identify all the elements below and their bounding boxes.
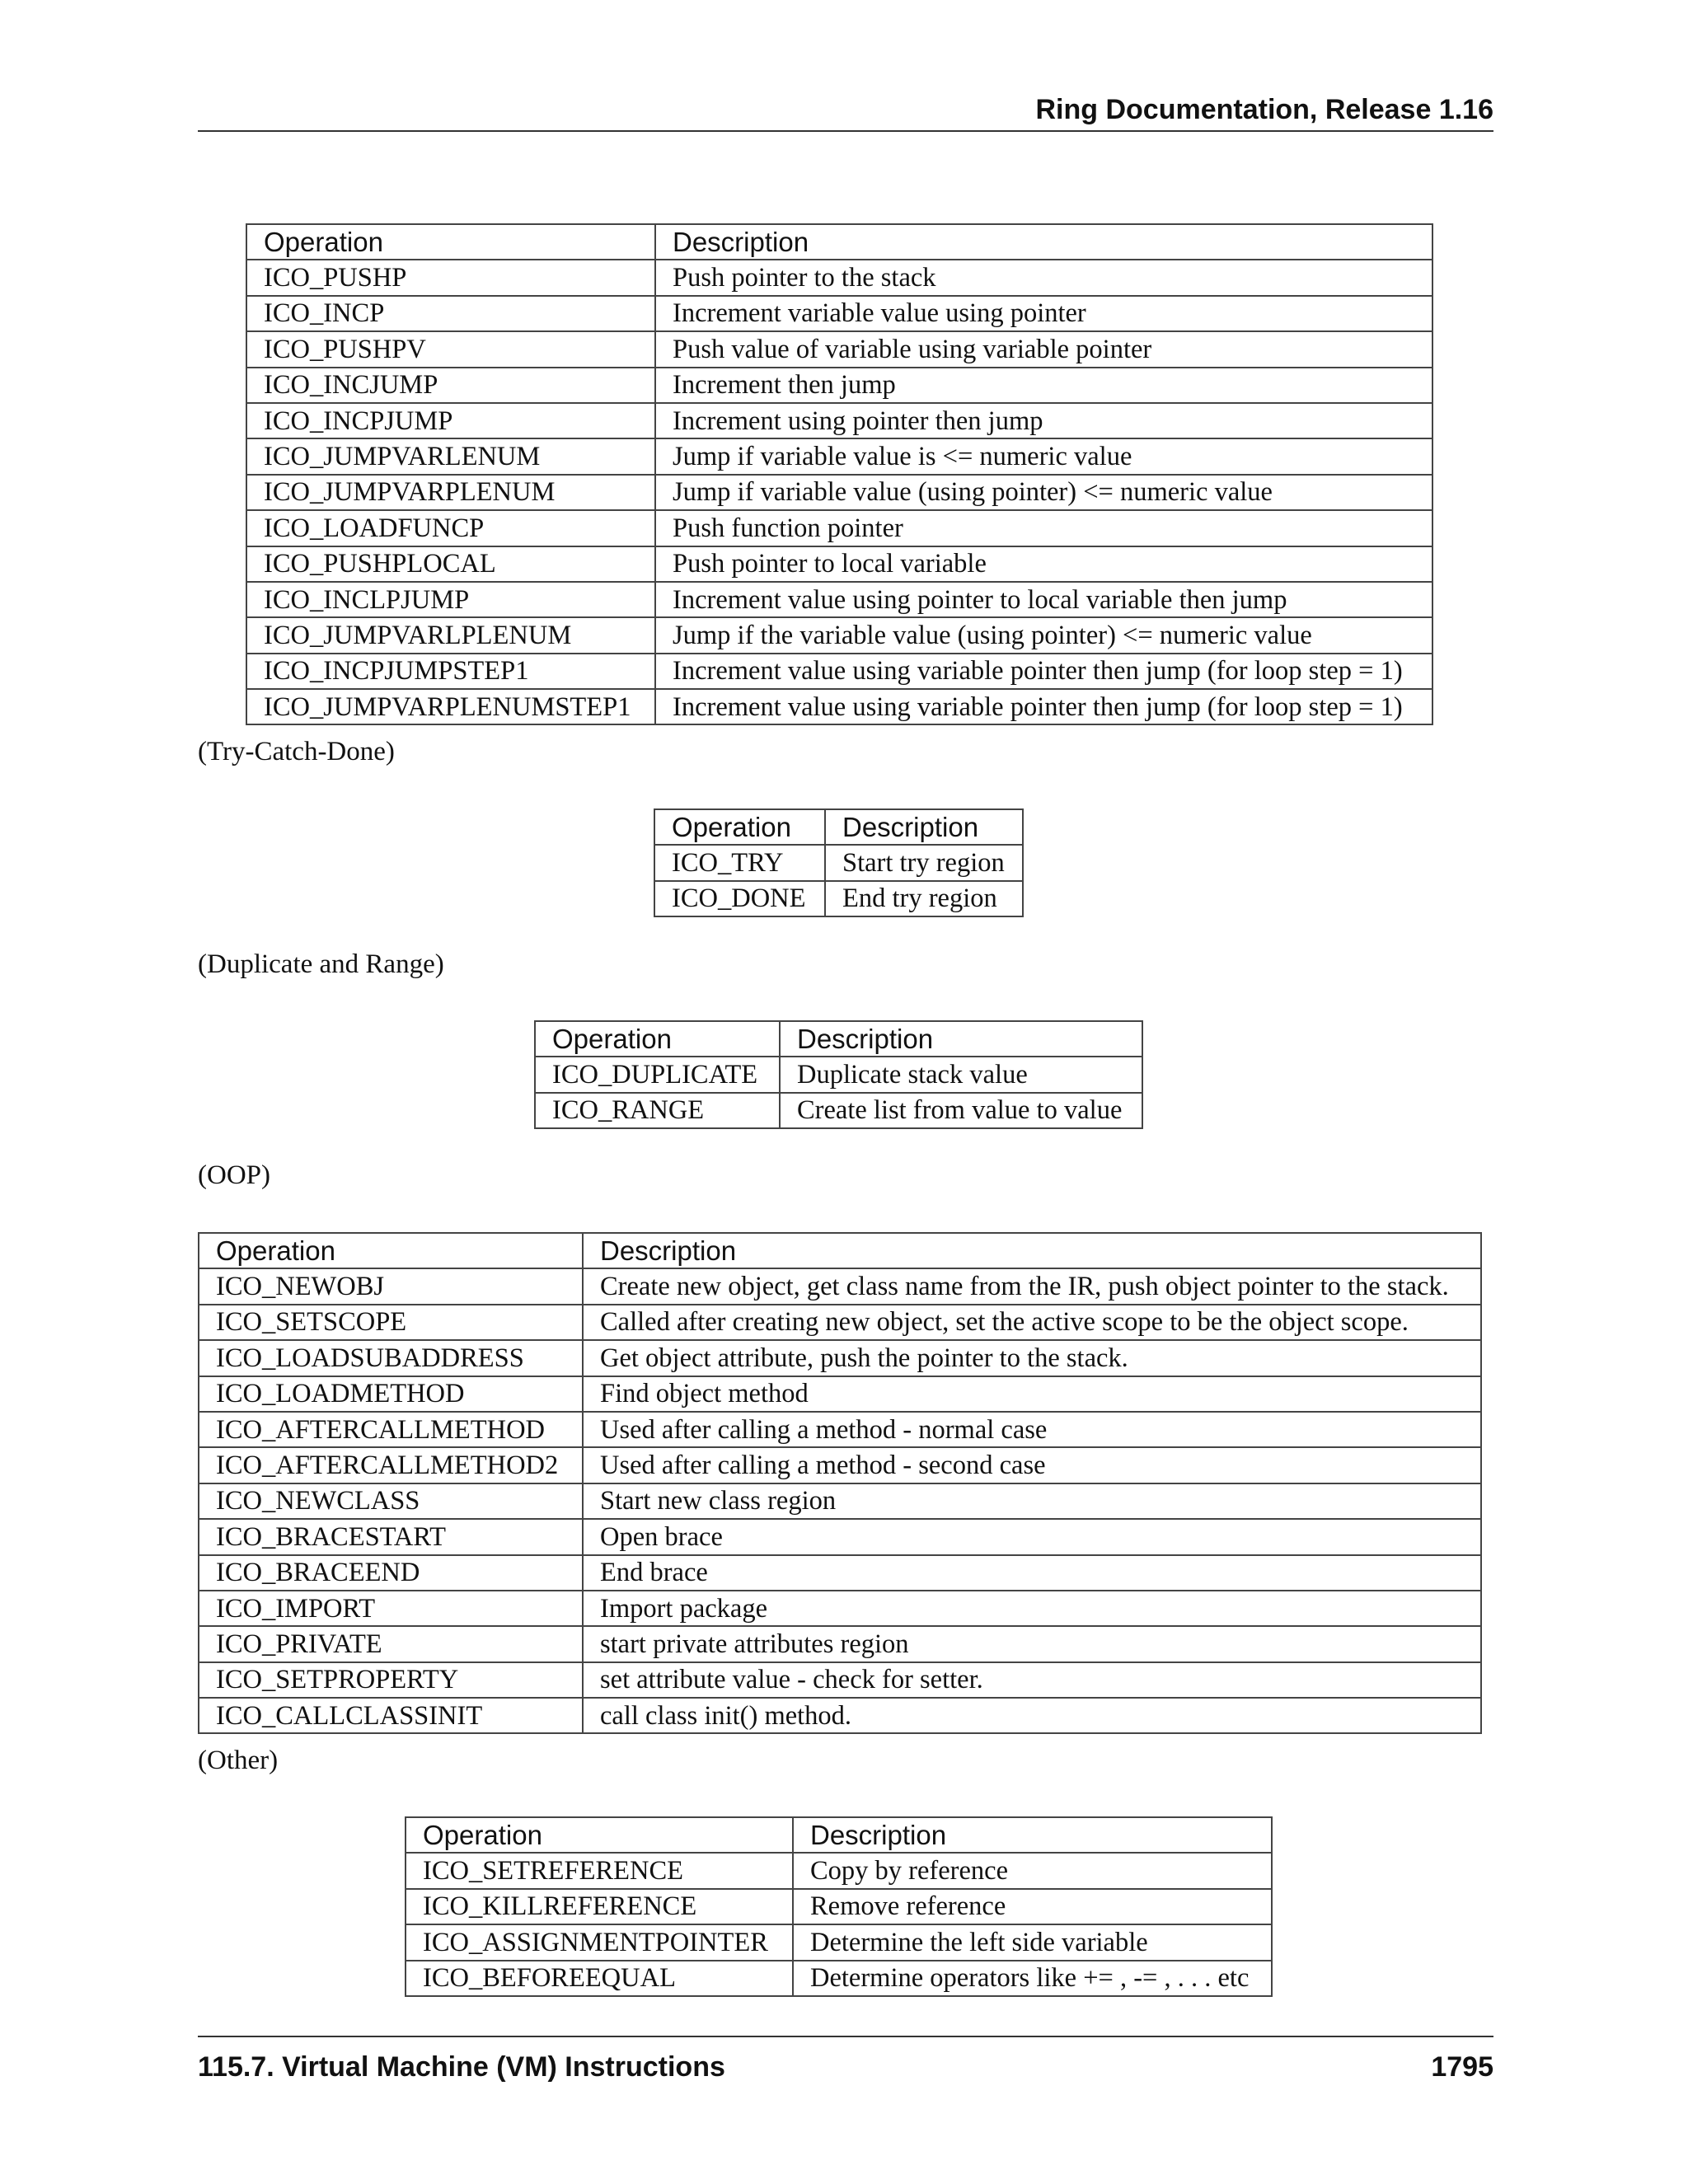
description-cell: Start new class region [583, 1483, 1481, 1519]
section-label-duplicate-range: (Duplicate and Range) [198, 949, 444, 979]
table-row [246, 510, 1432, 546]
description-cell: Start try region [825, 845, 1023, 880]
table-row [406, 1924, 1272, 1960]
description-cell: Push function pointer [655, 510, 1432, 546]
section-label-try-catch: (Try-Catch-Done) [198, 737, 395, 766]
operation-cell: ICO_PRIVATE [199, 1626, 583, 1661]
operation-cell: ICO_TRY [654, 845, 825, 880]
operation-cell: ICO_PUSHPLOCAL [246, 546, 655, 582]
try-catch-table [654, 808, 1024, 917]
description-cell: Create list from value to value [780, 1093, 1142, 1128]
operation-cell: ICO_CALLCLASSINIT [199, 1698, 583, 1733]
column-header-description: Description [655, 224, 1432, 260]
table-header-row [406, 1817, 1272, 1853]
description-cell: start private attributes region [583, 1626, 1481, 1661]
table-row [199, 1519, 1481, 1554]
description-cell: Push pointer to the stack [655, 260, 1432, 295]
table-row [246, 331, 1432, 367]
description-cell: call class init() method. [583, 1698, 1481, 1733]
description-cell: Used after calling a method - second case [583, 1447, 1481, 1483]
description-cell: Import package [583, 1591, 1481, 1626]
table-row [246, 689, 1432, 724]
operation-cell: ICO_SETPROPERTY [199, 1662, 583, 1698]
page-header [198, 91, 1493, 132]
operation-cell: ICO_INCP [246, 296, 655, 331]
description-cell: Jump if variable value is <= numeric value [655, 438, 1432, 474]
table-row [199, 1447, 1481, 1483]
page-footer [198, 2036, 1493, 2083]
table-row [199, 1555, 1481, 1591]
table-row [199, 1662, 1481, 1698]
table-row [406, 1889, 1272, 1924]
operation-cell: ICO_BRACESTART [199, 1519, 583, 1554]
operation-cell: ICO_RANGE [535, 1093, 780, 1128]
table-row [199, 1412, 1481, 1447]
column-header-operation: Operation [199, 1233, 583, 1268]
table-row [654, 845, 1023, 880]
description-cell: Find object method [583, 1376, 1481, 1412]
table-row [406, 1853, 1272, 1888]
operation-cell: ICO_LOADSUBADDRESS [199, 1340, 583, 1376]
description-cell: Increment variable value using pointer [655, 296, 1432, 331]
operation-cell: ICO_DUPLICATE [535, 1057, 780, 1092]
description-cell: Remove reference [793, 1889, 1272, 1924]
section-label-other: (Other) [198, 1746, 279, 1775]
section-label-oop: (OOP) [198, 1160, 270, 1190]
operation-cell: ICO_LOADFUNCP [246, 510, 655, 546]
description-cell: Push pointer to local variable [655, 546, 1432, 582]
table-row [199, 1698, 1481, 1733]
description-cell: Increment value using variable pointer then jump (for loop step = 1) [655, 654, 1432, 689]
operation-cell: ICO_JUMPVARLPLENUM [246, 617, 655, 653]
column-header-operation: Operation [654, 809, 825, 845]
operation-cell: ICO_LOADMETHOD [199, 1376, 583, 1412]
description-cell: Open brace [583, 1519, 1481, 1554]
table-row [246, 582, 1432, 617]
description-cell: Used after calling a method - normal case [583, 1412, 1481, 1447]
table-row [199, 1376, 1481, 1412]
description-cell: Push value of variable using variable pointer [655, 331, 1432, 367]
table-row [246, 403, 1432, 438]
operation-cell: ICO_NEWOBJ [199, 1268, 583, 1304]
column-header-description: Description [583, 1233, 1481, 1268]
table-row [246, 654, 1432, 689]
description-cell: Jump if the variable value (using pointer) <= numeric value [655, 617, 1432, 653]
description-cell: set attribute value - check for setter. [583, 1662, 1481, 1698]
table-row [535, 1057, 1142, 1092]
table-row [654, 881, 1023, 916]
duplicate-range-table [534, 1020, 1143, 1129]
operation-cell: ICO_NEWCLASS [199, 1483, 583, 1519]
column-header-description: Description [780, 1021, 1142, 1057]
operation-cell: ICO_JUMPVARLENUM [246, 438, 655, 474]
column-header-description: Description [825, 809, 1023, 845]
description-cell: Create new object, get class name from the IR, push object pointer to the stack. [583, 1268, 1481, 1304]
description-cell: Increment using pointer then jump [655, 403, 1432, 438]
operation-cell: ICO_BRACEEND [199, 1555, 583, 1591]
table-row [246, 260, 1432, 295]
operation-cell: ICO_PUSHPV [246, 331, 655, 367]
table-row [246, 296, 1432, 331]
table-row [246, 546, 1432, 582]
operation-cell: ICO_AFTERCALLMETHOD [199, 1412, 583, 1447]
table-row [199, 1340, 1481, 1376]
operation-cell: ICO_BEFOREEQUAL [406, 1961, 793, 1996]
table-header-row [199, 1233, 1481, 1268]
table-row [406, 1961, 1272, 1996]
operation-cell: ICO_JUMPVARPLENUM [246, 475, 655, 510]
table-header-row [535, 1021, 1142, 1057]
operation-cell: ICO_INCPJUMP [246, 403, 655, 438]
table-row [199, 1483, 1481, 1519]
other-table [405, 1816, 1273, 1997]
operation-cell: ICO_KILLREFERENCE [406, 1889, 793, 1924]
table-row [199, 1591, 1481, 1626]
column-header-operation: Operation [246, 224, 655, 260]
table-row [199, 1305, 1481, 1340]
column-header-description: Description [793, 1817, 1272, 1853]
description-cell: Get object attribute, push the pointer to the stack. [583, 1340, 1481, 1376]
operation-cell: ICO_SETSCOPE [199, 1305, 583, 1340]
operation-cell: ICO_DONE [654, 881, 825, 916]
document-title: Ring Documentation, Release 1.16 [1035, 94, 1493, 125]
table-row [246, 438, 1432, 474]
description-cell: Duplicate stack value [780, 1057, 1142, 1092]
oop-table [198, 1232, 1482, 1734]
page-number: 1795 [1431, 2051, 1493, 2083]
table-row [535, 1093, 1142, 1128]
table-row [246, 617, 1432, 653]
operation-cell: ICO_ASSIGNMENTPOINTER [406, 1924, 793, 1960]
operation-cell: ICO_IMPORT [199, 1591, 583, 1626]
footer-section-title: 115.7. Virtual Machine (VM) Instructions [198, 2051, 725, 2083]
description-cell: Copy by reference [793, 1853, 1272, 1888]
description-cell: Determine operators like += , -= , . . . etc [793, 1961, 1272, 1996]
operation-cell: ICO_INCPJUMPSTEP1 [246, 654, 655, 689]
column-header-operation: Operation [535, 1021, 780, 1057]
column-header-operation: Operation [406, 1817, 793, 1853]
description-cell: Increment then jump [655, 368, 1432, 403]
description-cell: Increment value using variable pointer then jump (for loop step = 1) [655, 689, 1432, 724]
table-row [199, 1268, 1481, 1304]
description-cell: Jump if variable value (using pointer) <= numeric value [655, 475, 1432, 510]
pointer-ops-table [246, 223, 1433, 725]
table-header-row [654, 809, 1023, 845]
operation-cell: ICO_AFTERCALLMETHOD2 [199, 1447, 583, 1483]
table-header-row [246, 224, 1432, 260]
operation-cell: ICO_INCJUMP [246, 368, 655, 403]
operation-cell: ICO_JUMPVARPLENUMSTEP1 [246, 689, 655, 724]
description-cell: Determine the left side variable [793, 1924, 1272, 1960]
operation-cell: ICO_PUSHP [246, 260, 655, 295]
operation-cell: ICO_SETREFERENCE [406, 1853, 793, 1888]
table-row [246, 475, 1432, 510]
description-cell: Called after creating new object, set the active scope to be the object scope. [583, 1305, 1481, 1340]
description-cell: End try region [825, 881, 1023, 916]
table-row [246, 368, 1432, 403]
description-cell: Increment value using pointer to local variable then jump [655, 582, 1432, 617]
operation-cell: ICO_INCLPJUMP [246, 582, 655, 617]
table-row [199, 1626, 1481, 1661]
description-cell: End brace [583, 1555, 1481, 1591]
